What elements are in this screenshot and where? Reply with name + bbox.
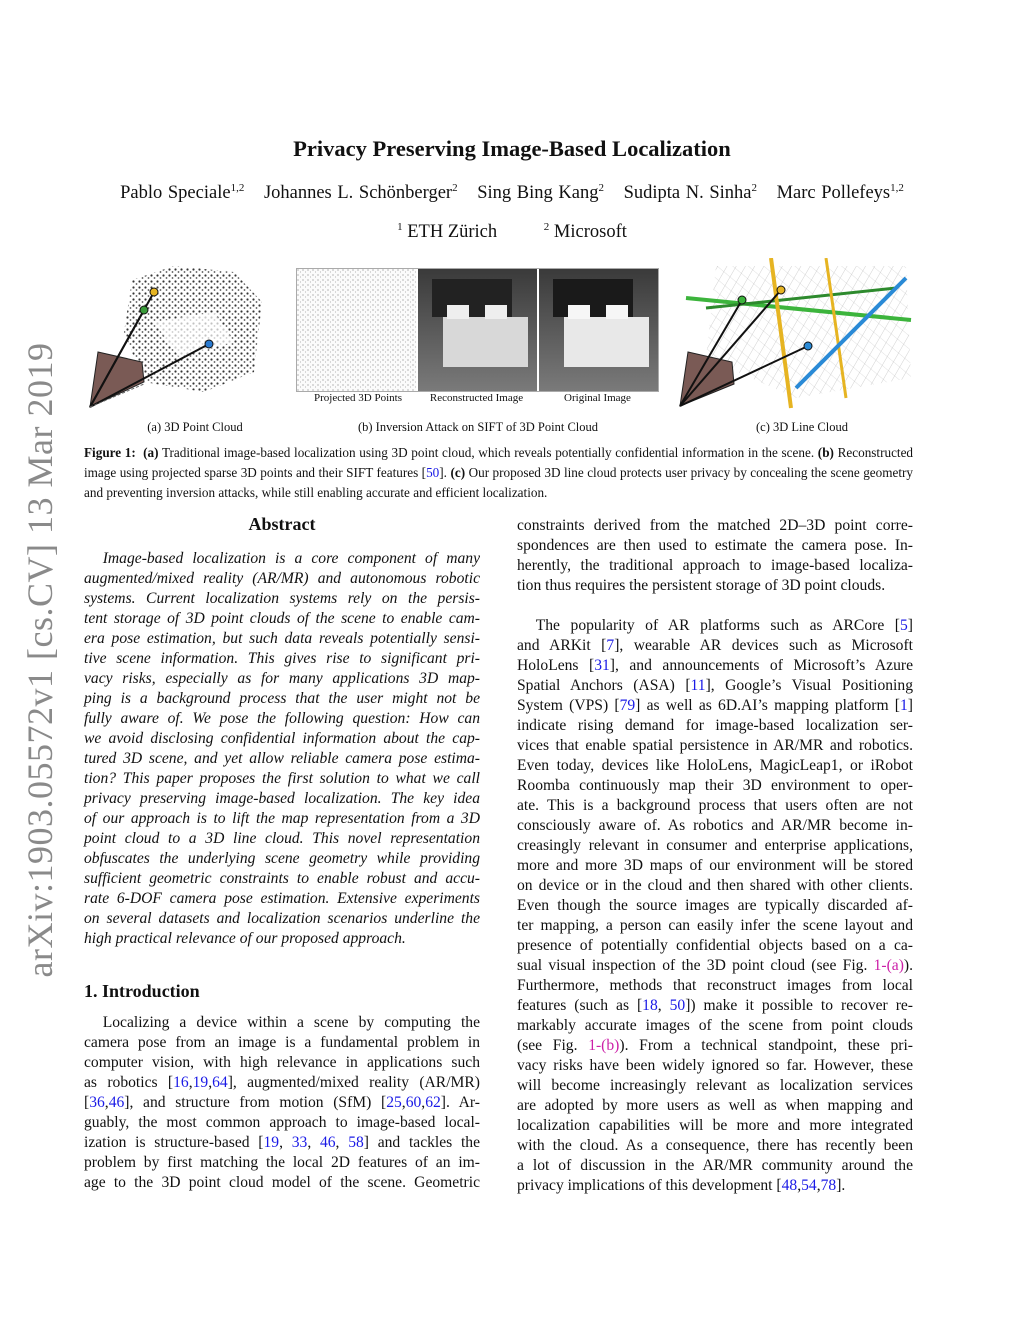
citation-link[interactable]: 36 xyxy=(89,1094,105,1111)
author: Pablo Speciale$^{1,2}$ xyxy=(120,181,245,203)
citation-link[interactable]: 78 xyxy=(820,1177,837,1194)
abstract-body: Image-based localization is a core component of many augmented/mixed reality (AR/MR) and autonomous robotic systems. Current localization systems rely on the persis- tent storage of 3D point clouds of the scene to enable cam- era pose estimation, but such data reveals potentially sensi- tive scene information. This gives rise to significant pri- vacy risks, especially as for many applications 3D map- ping is a background process that the user might not be fully aware of. We pose the following question: How can we avoid disclosing confidential information about the cap- tured 3D scene, and yet allow reliable camera pose estima- tion? This paper proposes the first solution to what we call privacy preserving image-based localization. The key idea of our approach is to lift the map representation from a 3D point cloud to a 3D line cloud. This novel representation obfuscates the underlying scene geometry while providing sufficient geometric constraints to enable robust and accu- rate 6-DOF camera pose estimation. Extensive experiments on several datasets and localization scenarios underline the high practical relevance of our proposed approach. xyxy=(84,550,480,947)
citation-link[interactable]: 18 xyxy=(642,997,658,1014)
affiliations xyxy=(0,222,1024,243)
citation-link[interactable]: 19 xyxy=(263,1134,280,1151)
abstract-heading: Abstract xyxy=(248,514,316,534)
citation-link[interactable]: 60 xyxy=(405,1094,422,1111)
citation-link[interactable]: 7 xyxy=(606,637,615,654)
citation-link[interactable]: 46 xyxy=(319,1134,336,1151)
right-column-body xyxy=(517,516,913,1196)
author: Marc Pollefeys$^{1,2}$ xyxy=(776,181,904,203)
citation-link[interactable]: 19 xyxy=(192,1074,209,1091)
paragraph: The popularity of AR platforms such as ARCore [5] and ARKit [7], wearable AR devices such as Microsoft HoloLens [31], and announcements of Microsoft’s Azure Spatial Anchors (ASA) [11], Google’s Visual Positioning System (VPS) [79] as well as 6D.AI’s mapping platform [1] indicate rising demand for image-based localization ser- vices that enable spatial persistence in AR/MR and robotics. Even today, devices like HoloLens, MagicLeap1, or iRobot Roomba continuously map their 3D environment to oper- ate. This is a background process that users often are not consciously aware of. As robotics and AR/MR become in- creasingly relevant in consumer and enterprise applications, more and more 3D maps of our environment will be stored on device or in the cloud and then shared with other clients. Even though the source images are typically discarded af- ter mapping, a person can easily infer the scene layout and presence of potentially confidential objects based on a ca- sual visual inspection of the 3D point cloud (see Fig. 1-(a)). Furthermore, methods that reconstruct images from local features (such as [18, 50]) make it possible to recover re- markably accurate images of the scene from point clouds (see Fig. 1-(b)). From a technical standpoint, these pri- vacy risks have been widely ignored so far. However, these will become increasingly relevant as localization services are adopted by more users as well as when mapping and localization capabilities will be more and more integrated with the cloud. As a consequence, there has recently been a lot of discussion in the AR/MR community around the privacy implications of this development [48,54,78]. xyxy=(517,617,914,1194)
author: Sing Bing Kang$^2$ xyxy=(477,181,604,203)
citation-link[interactable]: 50 xyxy=(669,997,686,1014)
figure-point-cloud-image xyxy=(84,262,274,412)
subcaption-a: (a) 3D Point Cloud xyxy=(147,420,243,434)
citation-link[interactable]: 64 xyxy=(212,1074,228,1091)
arxiv-id: arXiv:1903.05572v1 [cs.CV] 13 Mar 2019 xyxy=(20,342,60,978)
affiliation: $^1$ ETH Zürich xyxy=(397,220,498,242)
arxiv-sidebar-stamp xyxy=(12,340,68,980)
panel-label-original: Original Image xyxy=(564,392,631,404)
affiliation: $^2$ Microsoft xyxy=(543,220,627,242)
author: Sudipta N. Sinha$^2$ xyxy=(623,181,757,203)
citation-link[interactable]: 58 xyxy=(348,1134,364,1151)
citation-link[interactable]: 46 xyxy=(108,1094,125,1111)
citation-link[interactable]: 79 xyxy=(619,697,636,714)
subcaption-c: (c) 3D Line Cloud xyxy=(756,420,848,434)
citation-link[interactable]: 54 xyxy=(801,1177,817,1194)
section-heading-introduction: 1. Introduction xyxy=(84,981,200,1001)
citation-link[interactable]: 25 xyxy=(386,1094,402,1111)
citation-link[interactable]: 5 xyxy=(900,617,908,634)
figure-link[interactable]: 1-(b) xyxy=(588,1037,620,1054)
figure-link[interactable]: 1-(a) xyxy=(873,957,904,974)
panel-label-reconstructed: Reconstructed Image xyxy=(429,392,524,404)
figure-line-cloud-image xyxy=(676,258,916,414)
figure-inversion-image xyxy=(297,269,658,391)
figure-caption: Figure 1: (a) Traditional image-based localization using 3D point cloud, which reveals potentially confidential information in the scene. (b) Reconstructed image using projected sparse 3D points and their SIFT features [50]. (c) Our proposed 3D line cloud protects user privacy by concealing the scene geometry and preventing inversion attacks, while still enabling accurate and efficient localization. xyxy=(84,445,914,500)
paper-title: Privacy Preserving Image-Based Localization xyxy=(293,136,731,161)
introduction-body: Localizing a device within a scene by computing the camera pose from an image is a fundamental problem in computer vision, with high relevance in applications such as robotics [16,19,64], augmented/mixed reality (AR/MR) [36,46], and structure from motion (SfM) [25,60,62]. Ar- guably, the most common approach to image-based local- ization is structure-based [19, 33, 46, 58] and tackles the problem by first matching the local 2D features of an im- age to the 3D point cloud model of the scene. Geometric xyxy=(84,1014,481,1191)
paragraph: constraints derived from the matched 2D–3D point corre- spondences are then used to estimate the camera pose. In- herently, the traditional approach to image-based localiza- tion thus requires the persistent storage of 3D point clouds. xyxy=(517,517,913,594)
citation-link[interactable]: 50 xyxy=(426,465,440,480)
citation-link[interactable]: 48 xyxy=(781,1177,798,1194)
author-list xyxy=(0,183,1024,204)
citation-link[interactable]: 33 xyxy=(291,1134,308,1151)
figure-inversion-panels xyxy=(296,268,659,392)
citation-link[interactable]: 31 xyxy=(594,657,610,674)
citation-link[interactable]: 11 xyxy=(690,677,706,694)
panel-label-projected: Projected 3D Points xyxy=(314,392,402,404)
citation-link[interactable]: 1 xyxy=(900,697,908,714)
citation-link[interactable]: 16 xyxy=(173,1074,189,1091)
subcaption-b: (b) Inversion Attack on SIFT of 3D Point Cloud xyxy=(357,420,599,434)
author: Johannes L. Schönberger$^2$ xyxy=(263,181,458,203)
citation-link[interactable]: 62 xyxy=(425,1094,441,1111)
